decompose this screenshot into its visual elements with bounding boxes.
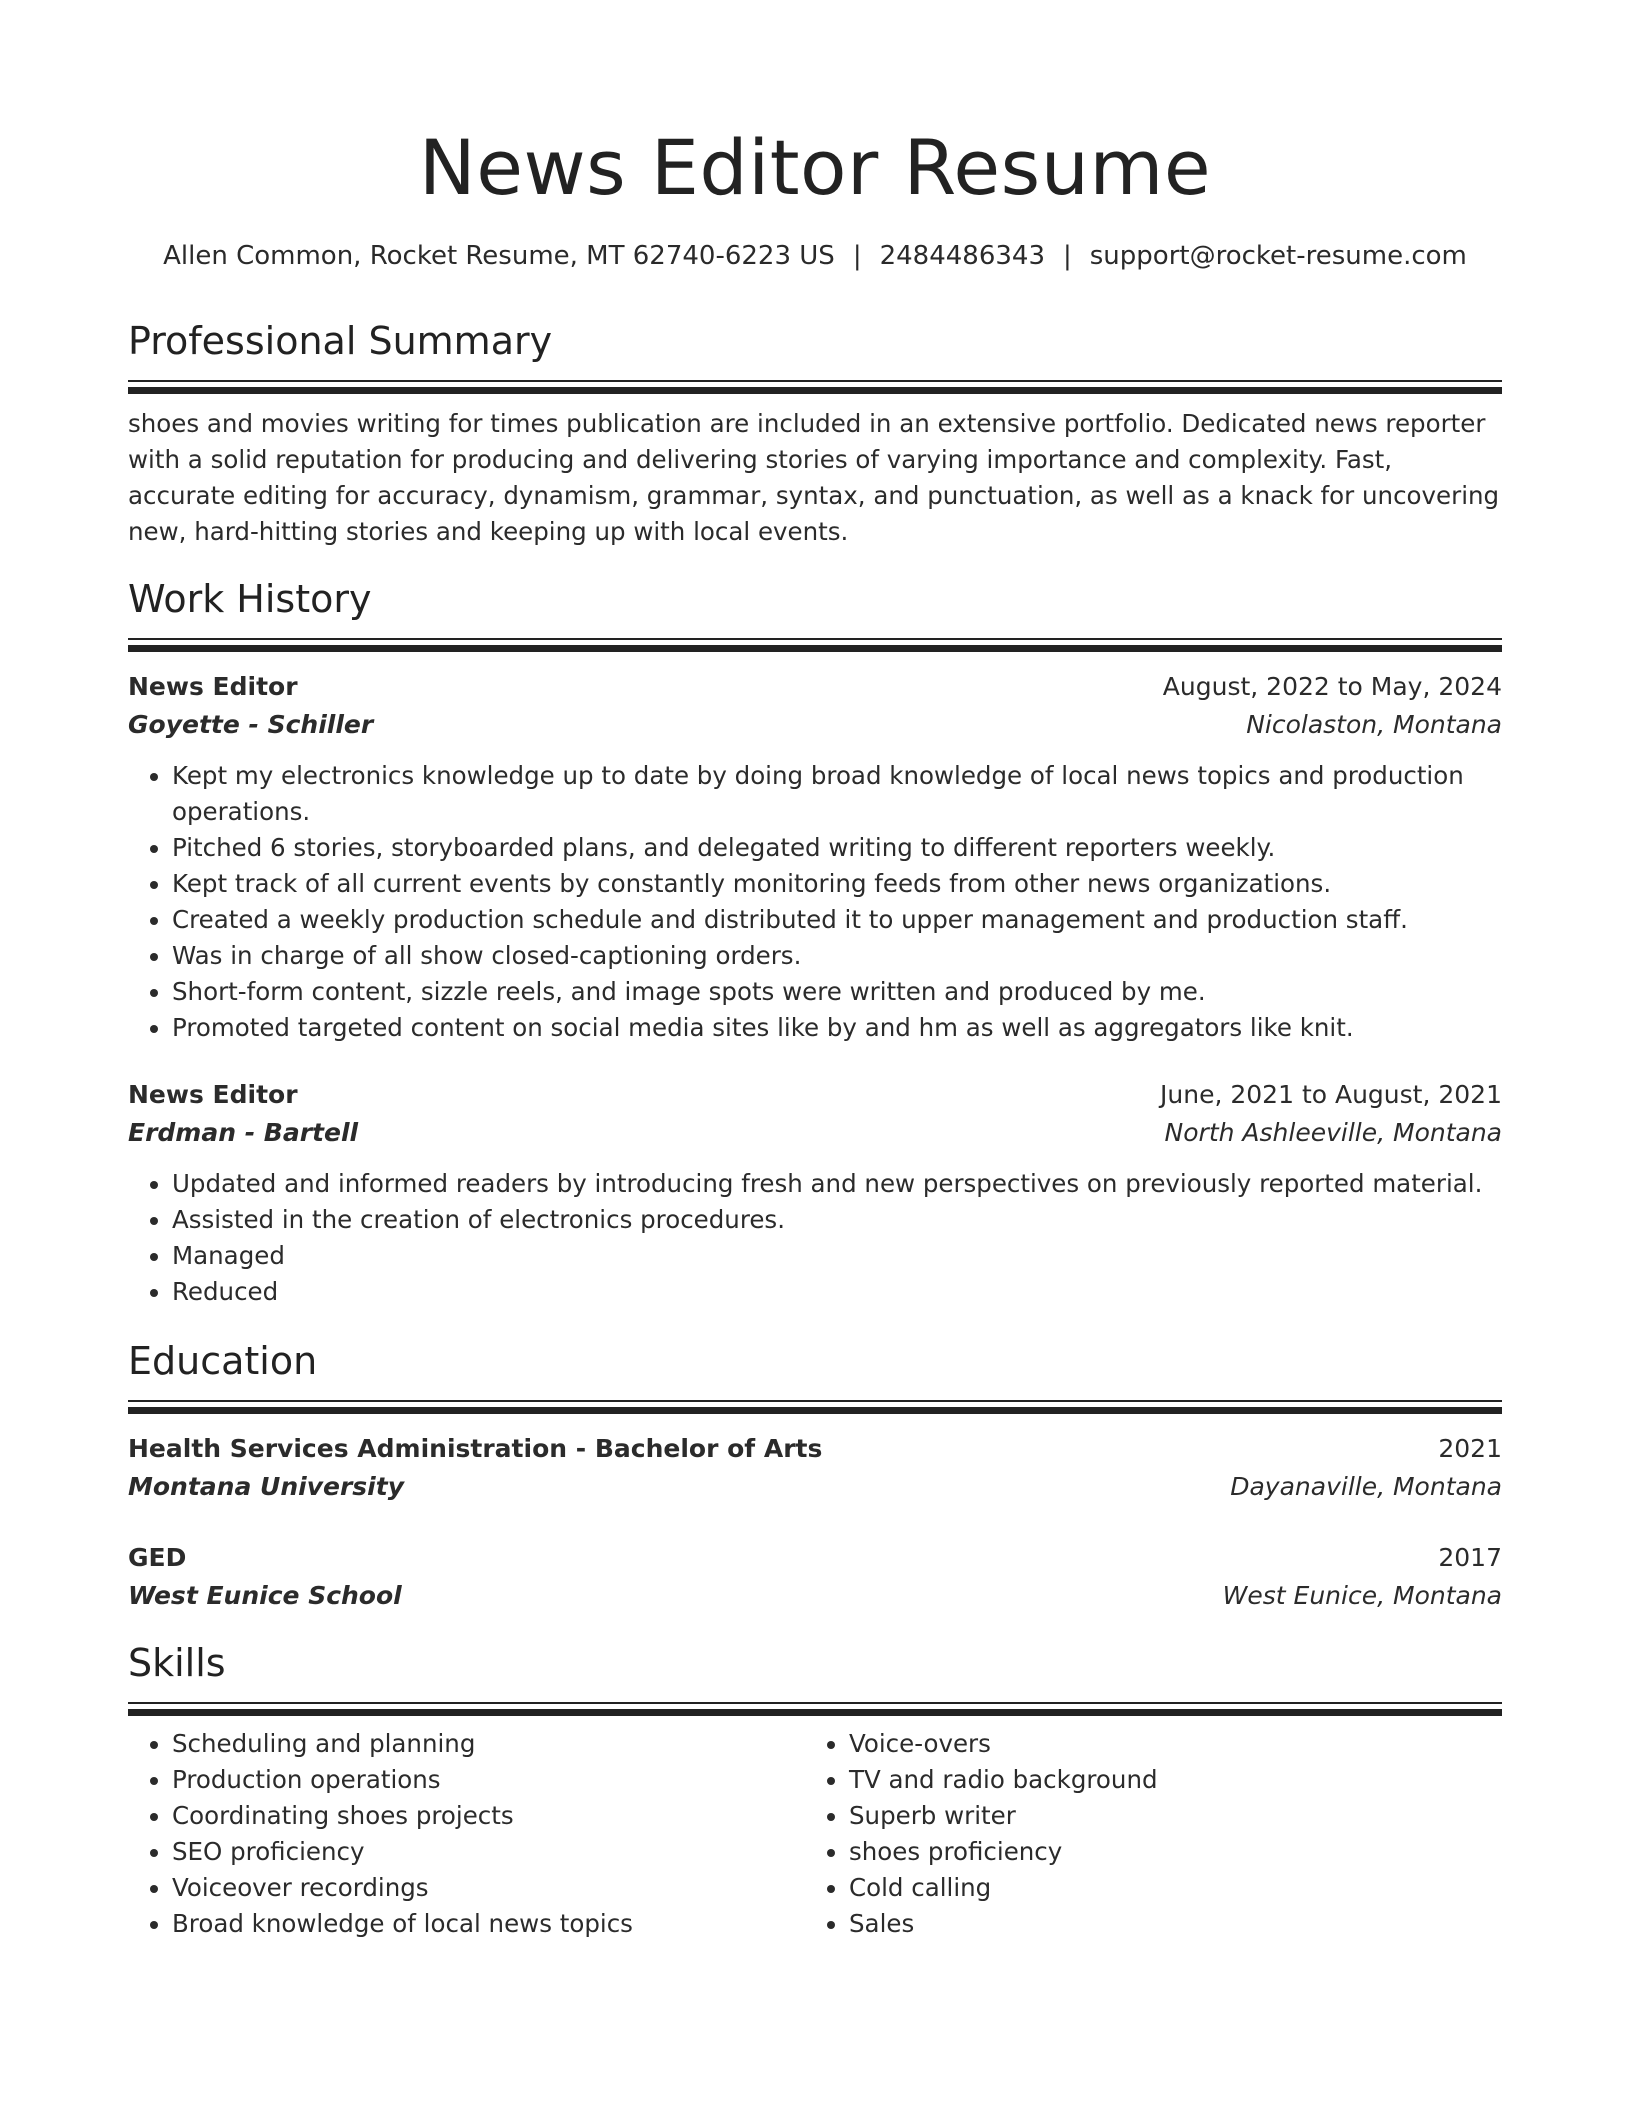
skill-item: • Scheduling and planning — [172, 1726, 805, 1762]
skill-item: • Cold calling — [849, 1870, 1482, 1906]
job-title: News Editor — [128, 672, 298, 701]
skills-columns — [128, 1726, 1502, 1942]
section-rule-thick — [128, 645, 1502, 652]
document-title: News Editor Resume — [418, 123, 1212, 212]
skill-item: • Voice-overs — [849, 1726, 1482, 1762]
job-bullet: • Assisted in the creation of electronics procedures. — [172, 1202, 1502, 1238]
job-header-row — [128, 1076, 1502, 1114]
skills-heading: Skills — [128, 1641, 226, 1685]
education-location: West Eunice, Montana — [1222, 1581, 1502, 1610]
education-year: 2021 — [1438, 1434, 1502, 1463]
job-entry — [128, 1076, 1502, 1310]
job-bullet: • Was in charge of all show closed-captioning orders. — [172, 938, 1502, 974]
job-company-row — [128, 1114, 1502, 1152]
education-location: Dayanaville, Montana — [1230, 1472, 1502, 1501]
skills-column-left — [128, 1726, 805, 1942]
section-rule-thin — [128, 1702, 1502, 1704]
job-bullet-list — [128, 758, 1502, 1046]
job-bullet: • Kept track of all current events by constantly monitoring feeds from other news organizations. — [172, 866, 1502, 902]
education-header-row — [128, 1539, 1502, 1577]
section-rule-thin — [128, 1400, 1502, 1402]
contact-email: support@rocket-resume.com — [1089, 241, 1467, 271]
job-company: Erdman - Bartell — [128, 1118, 359, 1147]
education-degree: Health Services Administration - Bachelor of Arts — [128, 1434, 823, 1463]
contact-address: Allen Common, Rocket Resume, MT 62740-6223 US — [163, 241, 835, 271]
job-bullet: • Pitched 6 stories, storyboarded plans, and delegated writing to different reporters weekly. — [172, 830, 1502, 866]
skill-item: • Production operations — [172, 1762, 805, 1798]
contact-phone: 2484486343 — [879, 241, 1045, 271]
contact-separator: | — [1063, 241, 1072, 271]
job-dates: June, 2021 to August, 2021 — [1160, 1080, 1502, 1109]
job-bullet: • Kept my electronics knowledge up to date by doing broad knowledge of local news topics and production operations. — [172, 758, 1502, 830]
education-header-row — [128, 1430, 1502, 1468]
education-year: 2017 — [1438, 1543, 1502, 1572]
education-entry — [128, 1430, 1502, 1506]
job-location: North Ashleeville, Montana — [1164, 1118, 1502, 1147]
skill-item: • SEO proficiency — [172, 1834, 805, 1870]
skills-list — [805, 1726, 1482, 1942]
job-bullet: • Promoted targeted content on social media sites like by and hm as well as aggregators like knit. — [172, 1010, 1502, 1046]
skill-item: • Superb writer — [849, 1798, 1482, 1834]
skill-item: • Sales — [849, 1906, 1482, 1942]
education-school-row — [128, 1577, 1502, 1615]
skill-item: • shoes proficiency — [849, 1834, 1482, 1870]
education-section — [128, 1336, 1502, 1615]
job-entry — [128, 668, 1502, 1046]
skills-section — [128, 1638, 1502, 1942]
contact-separator: | — [852, 241, 862, 271]
job-company-row — [128, 706, 1502, 744]
section-rule-thick — [128, 387, 1502, 394]
work-history-section — [128, 574, 1502, 1310]
section-rule-thick — [128, 1407, 1502, 1414]
education-school: West Eunice School — [128, 1581, 402, 1610]
job-header-row — [128, 668, 1502, 706]
job-bullet: • Short-form content, sizzle reels, and image spots were written and produced by me. — [172, 974, 1502, 1010]
education-school: Montana University — [128, 1472, 404, 1501]
education-entry — [128, 1539, 1502, 1615]
section-rule-thick — [128, 1709, 1502, 1716]
work-history-heading: Work History — [128, 577, 372, 621]
skills-list — [128, 1726, 805, 1942]
skill-item: • Coordinating shoes projects — [172, 1798, 805, 1834]
skill-item: • Voiceover recordings — [172, 1870, 805, 1906]
education-school-row — [128, 1468, 1502, 1506]
job-bullet: • Updated and informed readers by introducing fresh and new perspectives on previously reported material. — [172, 1166, 1502, 1202]
job-bullet: • Managed — [172, 1238, 1502, 1274]
job-location: Nicolaston, Montana — [1246, 710, 1502, 739]
job-title: News Editor — [128, 1080, 298, 1109]
education-heading: Education — [128, 1339, 318, 1383]
section-rule-thin — [128, 638, 1502, 640]
job-company: Goyette - Schiller — [128, 710, 374, 739]
job-bullet-list — [128, 1166, 1502, 1310]
skill-item: • Broad knowledge of local news topics — [172, 1906, 805, 1942]
skills-column-right — [805, 1726, 1482, 1942]
summary-section — [128, 316, 1502, 550]
job-bullet: • Created a weekly production schedule and distributed it to upper management and production staff. — [172, 902, 1502, 938]
contact-line — [128, 236, 1502, 276]
section-rule-thin — [128, 380, 1502, 382]
summary-heading: Professional Summary — [128, 319, 553, 363]
education-degree: GED — [128, 1543, 187, 1572]
job-dates: August, 2022 to May, 2024 — [1162, 672, 1502, 701]
job-bullet: • Reduced — [172, 1274, 1502, 1310]
summary-text: shoes and movies writing for times publication are included in an extensive portfolio. Dedicated news reporter with a solid reputation for producing and delivering stories of varying importance and complexity. Fast, accurate editing for accuracy, dynamism, grammar, syntax, and punctuation, as well as a knack for uncovering new, hard-hitting stories and keeping up with local events. — [128, 409, 1500, 546]
skill-item: • TV and radio background — [849, 1762, 1482, 1798]
